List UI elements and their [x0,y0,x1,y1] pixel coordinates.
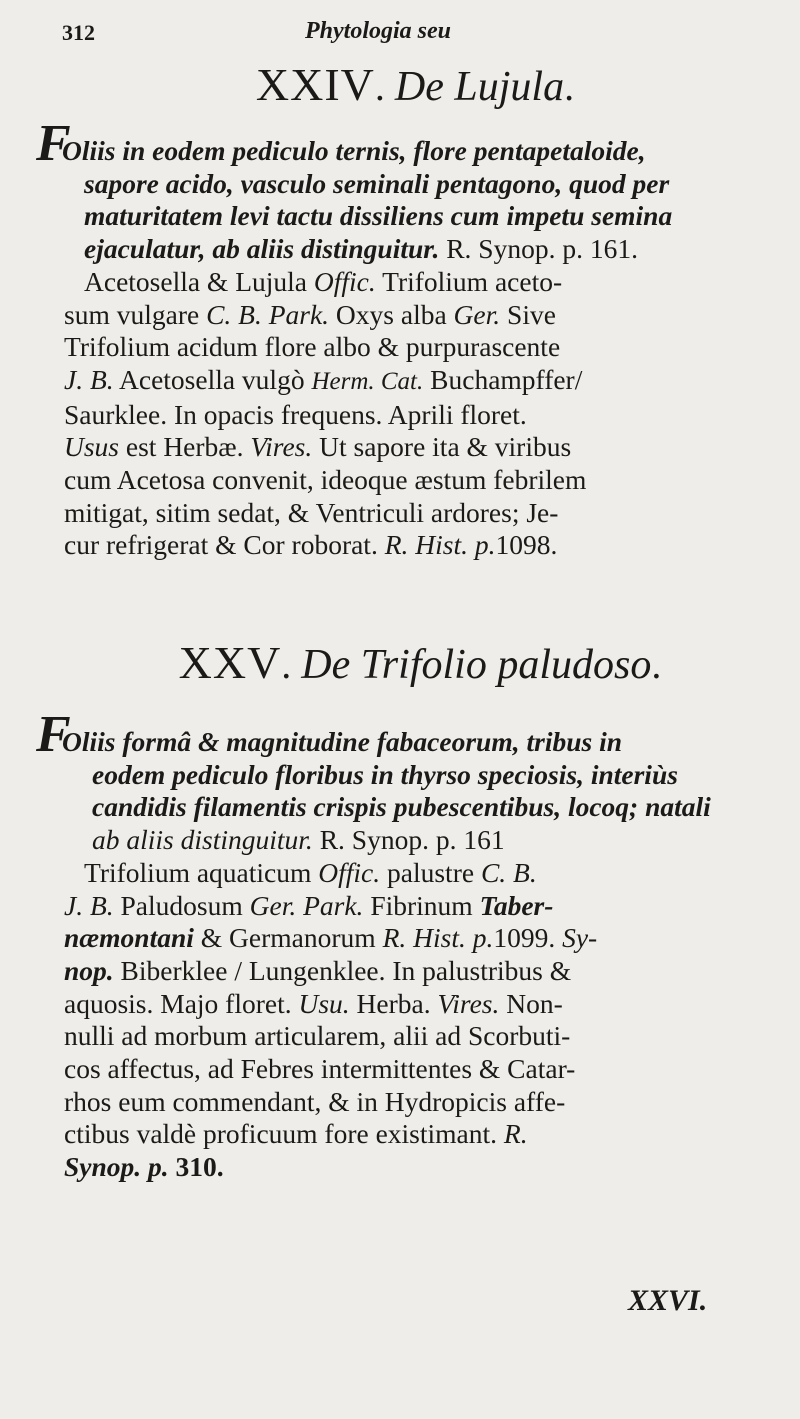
catchword: XXVI. [628,1284,708,1317]
text-run: cur refrigerat & Cor roborat. [64,529,385,561]
text-run: Acetosella & Lujula [84,265,314,297]
text-line [36,115,776,172]
text-run: palustre [380,856,481,888]
text-run: cos affectus, ad Febres intermittentes & Catar- [64,1053,576,1085]
text-run: 1099. [493,922,563,954]
text-run: R. Synop. p. 161 [312,824,505,856]
text-run: cum Acetosa convenit, ideoque æstum febrilem [64,464,587,496]
text-run: ctibus valdè proficuum fore existimant. [64,1118,504,1150]
text-line [64,200,776,233]
text-run: ejaculatur, ab aliis distinguitur. [84,233,440,265]
initial-letter: F [36,115,71,172]
text-run: 310. [168,1151,224,1183]
text-line [64,922,776,955]
running-head [40,14,760,50]
text-run: næmontani [64,922,194,954]
section-numeral: XXV [178,637,282,688]
text-run: Acetosella vulgò [113,363,312,395]
section-text-xxv [36,706,776,1184]
text-line [64,890,776,923]
text-run: Taber- [479,889,554,921]
section-heading-xxv: XXV. De Trifolio paludoso. [178,637,662,688]
text-run: Oliis formâ & magnitudine fabaceorum, tribus in [62,726,623,757]
text-run: Oliis in eodem pediculo ternis, flore pentapetaloide, [62,135,646,166]
text-line [64,759,776,792]
text-run: Sive [500,298,556,330]
text-run: nop. [64,954,114,986]
text-run: Ut sapore ita & viribus [312,431,572,463]
text-run: Vires. [437,987,500,1019]
text-line [64,331,776,364]
text-line [64,529,776,562]
text-line [64,1020,776,1053]
text-run: Trifolium aceto- [375,265,563,297]
text-run: J. B. [64,363,114,395]
section-title: De Trifolio paludoso [301,642,652,688]
text-run: J. B. [64,889,114,921]
text-run: Usu. [298,987,350,1019]
text-run: Offic. [318,856,381,888]
text-run: Herm. Cat. [311,367,424,395]
text-run: Biberklee / Lungenklee. In palustribus & [113,954,572,986]
text-run: Herba. [349,987,438,1019]
text-line [64,1086,776,1119]
text-run: Oxys alba [329,298,454,330]
text-line [64,791,776,824]
text-run: R. Hist. p. [384,529,496,561]
text-line [64,399,776,432]
text-run: rhos eum commendant, & in Hydropicis affe- [64,1085,566,1117]
text-run: ab aliis distinguitur. [92,824,313,856]
text-run: mitigat, sitim sedat, & Ventriculi ardores; Je- [64,496,559,528]
page-number: 312 [62,20,95,45]
text-run: sum vulgare [64,298,207,330]
text-run: & Germanorum [193,922,383,954]
text-run: Non- [499,987,563,1019]
text-line [64,497,776,530]
text-run: Saurklee. In opacis frequens. Aprili floret. [64,398,527,430]
text-line [36,706,776,763]
text-run: Offic. [313,265,376,297]
text-run: nulli ad morbum articularem, alii ad Scorbuti- [64,1020,571,1052]
text-run: aquosis. Majo floret. [64,987,299,1019]
text-run: 1098. [495,529,558,561]
text-run: R. Hist. p. [382,922,494,954]
text-line [64,266,776,299]
text-run: maturitatem levi tactu dissiliens cum impetu semina [84,200,673,232]
section-numeral: XXIV [255,59,375,110]
text-run: R. [503,1118,528,1150]
text-line [64,364,776,399]
text-run: C. B. Park. [206,298,330,330]
section-title: De Lujula [394,64,565,110]
section-text-xxiv [36,115,776,562]
text-run: Usus [64,431,120,463]
text-line [64,988,776,1021]
text-run: Synop. p. [64,1151,169,1183]
text-run: Vires. [250,431,313,463]
text-line [64,1151,776,1184]
text-run: Ger. [453,298,501,330]
text-run: Sy- [562,922,598,954]
text-run: C. B. [480,856,537,888]
text-line [64,1053,776,1086]
text-run: R. Synop. p. 161. [439,233,638,265]
text-run: sapore acido, vasculo seminali pentagono, quod per [84,167,670,199]
text-run: Fibrinum [363,889,480,921]
running-title: Phytologia seu [305,18,452,44]
text-run: Buchampffer/ [423,363,583,395]
text-run: Ger. Park. [249,889,364,921]
text-line [64,824,776,857]
text-line [64,955,776,988]
text-line [64,431,776,464]
text-line [64,233,776,266]
text-line [64,168,776,201]
text-run: candidis filamentis crispis pubescentibus, locoq; natali [92,791,711,823]
initial-letter: F [36,706,71,763]
text-line [64,464,776,497]
text-line [64,299,776,332]
text-line [64,857,776,890]
text-run: Trifolium aquaticum [84,856,319,888]
text-run: eodem pediculo floribus in thyrso speciosis, interiùs [92,758,678,790]
text-run: est Herbæ. [119,431,251,463]
section-heading-xxiv: XXIV. De Lujula. [255,59,575,110]
text-run: Trifolium acidum flore albo & purpurascente [64,331,561,363]
text-line [64,1118,776,1151]
text-run: Paludosum [113,889,250,921]
